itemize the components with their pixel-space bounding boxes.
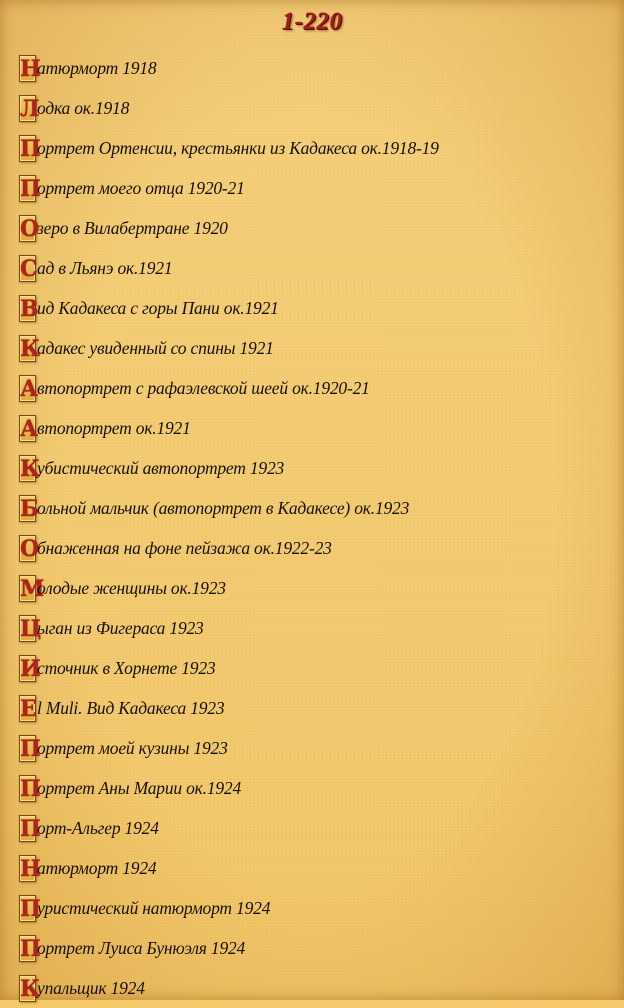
artwork-list-item[interactable]: [19, 448, 439, 488]
artwork-list: [19, 48, 439, 1008]
artwork-list-item[interactable]: [19, 288, 439, 328]
artwork-list-item[interactable]: [19, 768, 439, 808]
artwork-list-item[interactable]: [19, 648, 439, 688]
artwork-list-item[interactable]: [19, 728, 439, 768]
artwork-list-item[interactable]: [19, 528, 439, 568]
drop-cap-initial: С: [20, 255, 38, 282]
drop-cap-initial: П: [20, 175, 41, 202]
drop-cap-initial: П: [20, 735, 41, 762]
artwork-title-text: атюрморт 1924: [37, 857, 157, 878]
artwork-title-text: ортрет Луиса Бунюэля 1924: [37, 937, 246, 958]
artwork-list-item[interactable]: [19, 48, 439, 88]
drop-cap-initial: П: [20, 895, 41, 922]
artwork-title-text: орт-Альгер 1924: [37, 817, 159, 838]
drop-cap-initial: E: [20, 695, 37, 722]
artwork-list-item[interactable]: [19, 208, 439, 248]
artwork-title-text: ид Кадакеса с горы Пани ок.1921: [37, 297, 279, 318]
artwork-title-text: l Muli. Вид Кадакеса 1923: [37, 697, 225, 718]
drop-cap-initial: Н: [20, 855, 41, 882]
artwork-list-item[interactable]: [19, 848, 439, 888]
drop-cap-initial: Н: [20, 55, 41, 82]
artwork-title-text: убистический автопортрет 1923: [37, 457, 285, 478]
artwork-title-text: ыган из Фигераса 1923: [37, 617, 204, 638]
artwork-title-text: ортрет Ортенсии, крестьянки из Кадакеса ок.1918-19: [37, 137, 439, 158]
artwork-title-text: атюрморт 1918: [37, 57, 157, 78]
artwork-title-text: ортрет Аны Марии ок.1924: [37, 777, 242, 798]
artwork-list-item[interactable]: [19, 408, 439, 448]
drop-cap-initial: Л: [20, 95, 40, 122]
artwork-list-item[interactable]: [19, 328, 439, 368]
artwork-title-text: ортрет моего отца 1920-21: [37, 177, 245, 198]
page-title: 1-220: [281, 8, 343, 35]
drop-cap-initial: И: [20, 655, 41, 682]
artwork-list-item[interactable]: [19, 928, 439, 968]
artwork-list-item[interactable]: [19, 608, 439, 648]
drop-cap-initial: К: [20, 455, 41, 482]
artwork-list-item[interactable]: [19, 88, 439, 128]
drop-cap-initial: П: [20, 135, 41, 162]
artwork-title-text: зеро в Вилабертране 1920: [37, 217, 228, 238]
drop-cap-initial: О: [20, 535, 40, 562]
drop-cap-initial: В: [20, 295, 39, 322]
artwork-title-text: сточник в Хорнете 1923: [37, 657, 216, 678]
drop-cap-initial: А: [20, 415, 38, 442]
artwork-list-item[interactable]: [19, 168, 439, 208]
drop-cap-initial: К: [20, 335, 41, 362]
artwork-list-item[interactable]: [19, 808, 439, 848]
artwork-title-text: уристический натюрморт 1924: [37, 897, 271, 918]
drop-cap-initial: П: [20, 935, 41, 962]
artwork-title-text: втопортрет с рафаэлевской шеей ок.1920-21: [37, 377, 370, 398]
artwork-title-text: ад в Льянэ ок.1921: [37, 257, 173, 278]
artwork-title-text: ольной мальчик (автопортрет в Кадакесе) ок.1923: [37, 497, 410, 518]
artwork-title-text: бнаженная на фоне пейзажа ок.1922-23: [37, 537, 332, 558]
drop-cap-initial: П: [20, 775, 41, 802]
drop-cap-initial: К: [20, 975, 41, 1002]
artwork-list-item[interactable]: [19, 248, 439, 288]
drop-cap-initial: П: [20, 815, 41, 842]
artwork-title-text: олодые женщины ок.1923: [37, 577, 226, 598]
artwork-title-text: втопортрет ок.1921: [37, 417, 191, 438]
drop-cap-initial: Ц: [20, 615, 42, 642]
artwork-list-item[interactable]: [19, 968, 439, 1008]
artwork-list-item[interactable]: [19, 888, 439, 928]
artwork-list-item[interactable]: [19, 128, 439, 168]
drop-cap-initial: А: [20, 375, 38, 402]
drop-cap-initial: Б: [20, 495, 39, 522]
artwork-list-item[interactable]: [19, 688, 439, 728]
artwork-title-text: упальщик 1924: [37, 977, 145, 998]
drop-cap-initial: М: [20, 575, 45, 602]
artwork-title-text: адакес увиденный со спины 1921: [37, 337, 274, 358]
artwork-list-item[interactable]: [19, 368, 439, 408]
artwork-list-item[interactable]: [19, 488, 439, 528]
drop-cap-initial: О: [20, 215, 40, 242]
artwork-title-text: ортрет моей кузины 1923: [37, 737, 228, 758]
artwork-list-item[interactable]: [19, 568, 439, 608]
artwork-title-text: одка ок.1918: [37, 97, 130, 118]
